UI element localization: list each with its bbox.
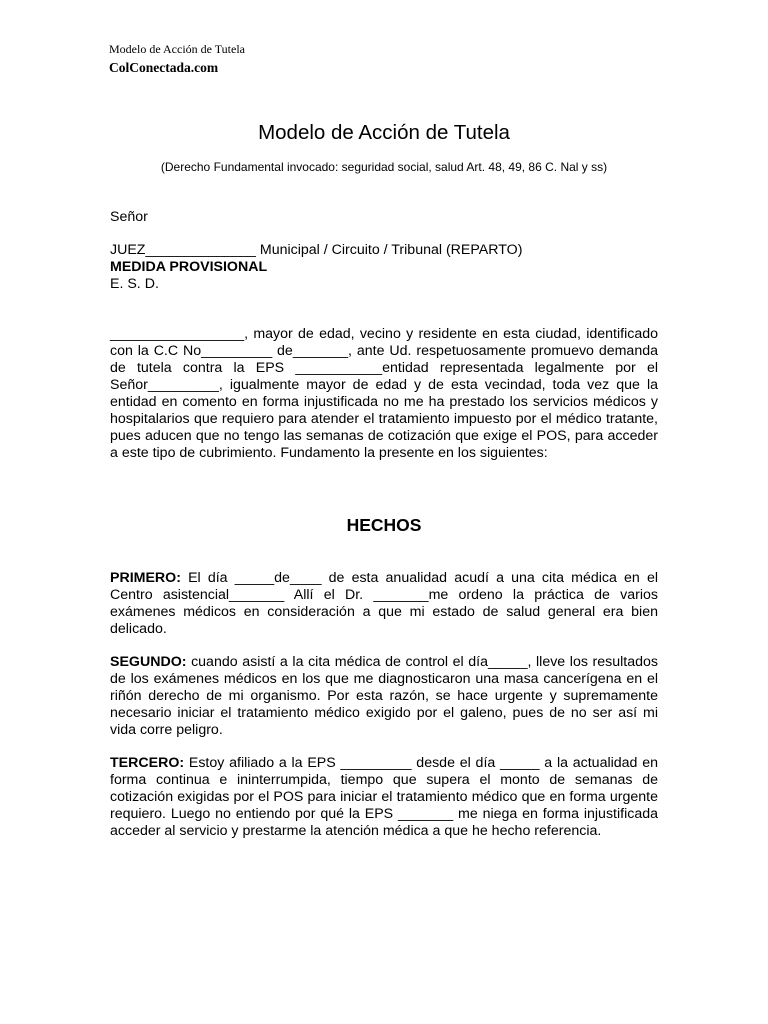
segundo-label: SEGUNDO: [110,654,187,670]
tercero-label: TERCERO: [110,755,185,771]
header-document-name: Modelo de Acción de Tutela [109,42,245,56]
header-site-name: ColConectada.com [109,60,219,75]
document-title: Modelo de Acción de Tutela [258,121,510,144]
esd-line: E. S. D. [110,276,159,292]
primero-text: El día _____de____ de esta anualidad acudí a una cita médica en el Centro asistencial_______ Allí el Dr. _______me ordeno la práctica de varios exámenes médicos en consideración a que mi estado de salud general era bien delicado. [110,570,658,637]
tercero-text: Estoy afiliado a la EPS _________ desde el día _____ a la actualidad en forma continua e ininterrumpida, tiempo que supera el monto de semanas de cotización exigidas por el POS para iniciar el tratamiento médico que en forma urgente requiero. Luego no entiendo por qué la EPS _______ me niega en forma injustificada acceder al servicio y prestarme la atención médica a que he hecho referencia. [110,755,658,839]
paragraph-tercero [110,755,658,840]
intro-paragraph: _________________, mayor de edad, vecino y residente en esta ciudad, identificado con la C.C No_________ de_______, ante Ud. respetuosamente promuevo demanda de tutela contra la EPS ___________entidad representada legalmente por el Señor_________, igualmente mayor de edad y de esta vecindad, toda vez que la entidad en comento en forma injustificada no me ha prestado los servicios médicos y hospitalarios que requiero para atender el tratamiento impuesto por el médico tratante, pues aducen que no tengo las semanas de cotización que exige el POS, para acceder a este tipo de cubrimiento. Fundamento la presente en los siguientes: [110,326,658,461]
paragraph-segundo [110,654,658,739]
judge-line: JUEZ______________ Municipal / Circuito / Tribunal (REPARTO) [110,242,523,258]
salutation: Señor [110,209,148,225]
medida-provisional: MEDIDA PROVISIONAL [110,259,268,275]
primero-label: PRIMERO: [110,570,181,586]
document-subtitle: (Derecho Fundamental invocado: seguridad social, salud Art. 48, 49, 86 C. Nal y ss) [160,160,608,174]
paragraph-primero [110,570,658,638]
hechos-heading: HECHOS [346,515,422,535]
segundo-text: cuando asistí a la cita médica de control el día_____, lleve los resultados de los exámenes médicos en los que me diagnosticaron una masa cancerígena en el riñón derecho de mi organismo. Por esta razón, se hace urgente y supremamente necesario iniciar el tratamiento médico exigido por el galeno, pues de no ser así mi vida corre peligro. [110,654,658,738]
